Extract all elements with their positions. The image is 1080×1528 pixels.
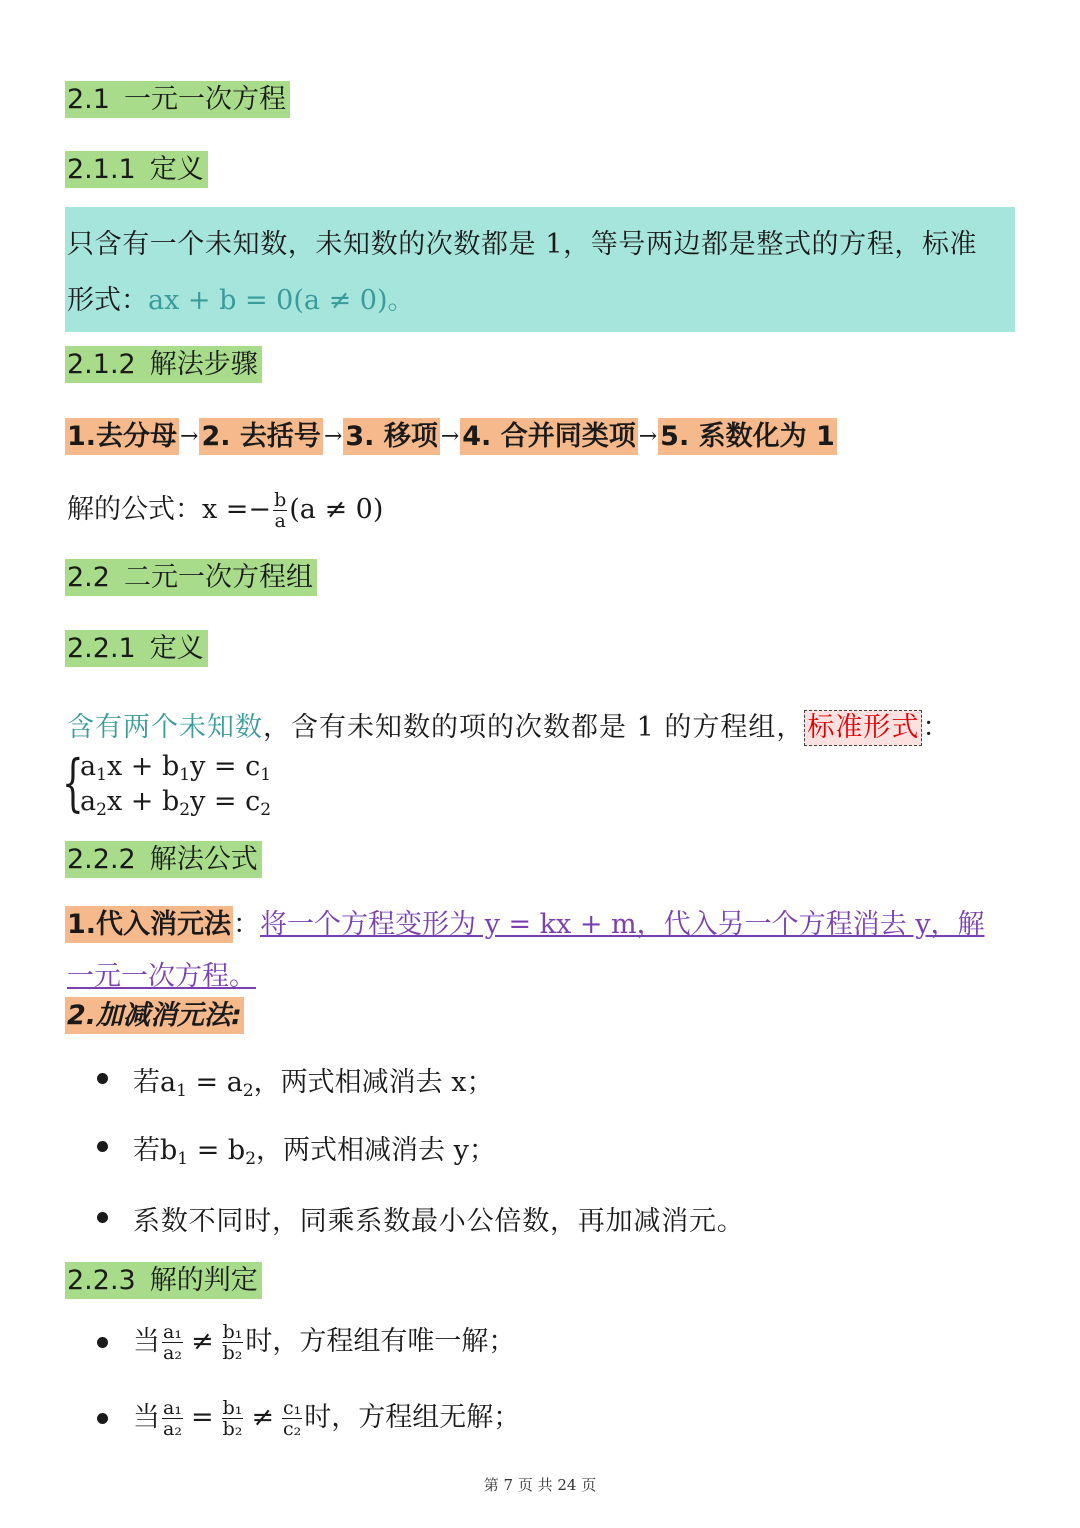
section-title: 二元一次方程组 xyxy=(123,562,313,593)
method-1-label: 1.代入消元法 xyxy=(65,906,233,943)
bullet-item-1 xyxy=(133,1060,493,1101)
step-1: 1.去分母 xyxy=(65,418,179,455)
eq-term: y = c xyxy=(190,751,261,782)
section-number: 2.2 xyxy=(67,562,110,593)
formula-prefix: 解的公式： xyxy=(67,494,202,525)
fraction-c1-over-c2 xyxy=(282,1398,302,1439)
eq-term: a xyxy=(80,751,97,782)
section-heading-2-2-3 xyxy=(65,1262,262,1299)
bullet-icon xyxy=(97,1413,108,1424)
bullet-icon xyxy=(97,1337,108,1348)
judge-text: 时，方程组无解； xyxy=(304,1402,521,1433)
fraction-denominator: a xyxy=(274,510,286,532)
solution-formula xyxy=(67,487,383,531)
bullet-item-3: 系数不同时，同乘系数最小公倍数，再加减消元。 xyxy=(133,1206,745,1237)
definition-line-2 xyxy=(67,278,415,317)
bullet-text: 若b xyxy=(133,1135,178,1166)
page-footer: 第 7 页 共 24 页 xyxy=(483,1476,597,1494)
definition-line-1: 只含有一个未知数，未知数的次数都是 1，等号两边都是整式的方程，标准 xyxy=(67,229,978,260)
bullet-text: = a xyxy=(186,1067,243,1098)
bullet-icon xyxy=(97,1073,108,1084)
section-title: 定义 xyxy=(149,633,204,664)
fraction-b-over-a xyxy=(273,490,287,531)
eq-term: y = c xyxy=(190,786,261,817)
fraction-b1-over-b2 xyxy=(222,1398,244,1439)
definition-2-line xyxy=(67,705,950,746)
definition-suffix: 。 xyxy=(387,285,415,316)
section-number: 2.1 xyxy=(67,84,110,115)
eq-subscript: 2 xyxy=(96,800,107,820)
fraction-denominator: c₂ xyxy=(282,1418,302,1440)
section-title: 解法步骤 xyxy=(149,349,258,380)
fraction-a1-over-a2 xyxy=(162,1322,183,1363)
section-heading-2-2 xyxy=(65,559,317,596)
bullet-text: = b xyxy=(188,1135,246,1166)
eq-subscript: 1 xyxy=(179,765,191,785)
operator: ≠ xyxy=(251,1402,274,1433)
eq-subscript: 2 xyxy=(260,800,272,820)
formula-lhs: x =− xyxy=(202,494,272,525)
definition-2-teal: 含有两个未知数 xyxy=(67,712,263,743)
fraction-numerator: a₁ xyxy=(163,1397,182,1419)
method-1-line-1 xyxy=(65,906,984,943)
eq-subscript: 1 xyxy=(260,765,272,785)
eq-term: x + b xyxy=(106,751,180,782)
equation-2 xyxy=(80,786,271,820)
arrow-icon: → xyxy=(638,424,658,449)
definition-2-colon: ： xyxy=(922,712,951,743)
fraction-numerator: c₁ xyxy=(282,1397,302,1419)
section-title: 定义 xyxy=(149,154,204,185)
bullet-text: ，两式相减消去 y； xyxy=(256,1135,496,1166)
judge-text: 当 xyxy=(133,1326,160,1357)
bullet-text: 若a xyxy=(133,1067,177,1098)
section-title: 一元一次方程 xyxy=(123,84,286,115)
bullet-text: ，两式相减消去 x； xyxy=(253,1067,494,1098)
step-5: 5. 系数化为 1 xyxy=(658,418,837,455)
judge-text: 时，方程组有唯一解； xyxy=(245,1326,516,1357)
step-4: 4. 合并同类项 xyxy=(460,418,637,455)
eq-subscript: 1 xyxy=(96,765,107,785)
fraction-denominator: b₂ xyxy=(222,1342,243,1364)
method-1-text[interactable]: 将一个方程变形为 y = kx + m，代入另一个方程消去 y，解 xyxy=(260,909,985,940)
bullet-icon xyxy=(97,1141,108,1152)
section-heading-2-1 xyxy=(65,81,290,118)
eq-subscript: 2 xyxy=(179,800,191,820)
judge-item-2 xyxy=(133,1395,520,1441)
method-2-line xyxy=(65,997,244,1034)
section-number: 2.2.2 xyxy=(67,844,136,875)
step-3: 3. 移项 xyxy=(343,418,439,455)
section-heading-2-2-1 xyxy=(65,630,208,667)
section-number: 2.1.1 xyxy=(67,154,136,185)
equation-brace: { xyxy=(62,746,84,819)
arrow-icon: → xyxy=(323,424,343,449)
fraction-numerator: b xyxy=(274,489,287,511)
operator: = xyxy=(190,1402,214,1433)
method-1-colon: ： xyxy=(233,909,261,940)
method-1-line-2[interactable]: 一元一次方程。 xyxy=(67,961,256,992)
section-title: 解法公式 xyxy=(149,844,258,875)
section-heading-2-1-1 xyxy=(65,151,208,188)
fraction-a1-over-a2 xyxy=(162,1398,183,1439)
section-heading-2-2-2 xyxy=(65,841,262,878)
fraction-denominator: a₂ xyxy=(163,1418,182,1440)
bullet-icon xyxy=(97,1212,108,1223)
fraction-denominator: a₂ xyxy=(163,1342,182,1364)
bullet-subscript: 1 xyxy=(176,1081,187,1101)
section-number: 2.1.2 xyxy=(67,349,136,380)
section-number: 2.2.1 xyxy=(67,633,136,664)
fraction-b1-over-b2 xyxy=(222,1322,244,1363)
bullet-subscript: 2 xyxy=(242,1081,254,1101)
section-heading-2-1-2 xyxy=(65,346,262,383)
formula-condition: (a ≠ 0) xyxy=(289,494,384,525)
method-2-label: 2.加减消元法: xyxy=(65,997,244,1034)
arrow-icon: → xyxy=(440,424,460,449)
bullet-item-2 xyxy=(133,1128,496,1169)
definition-2-middle: ，含有未知数的项的次数都是 1 的方程组， xyxy=(263,712,805,743)
bullet-subscript: 2 xyxy=(245,1149,257,1169)
standard-form-highlight: 标准形式 xyxy=(804,710,922,746)
eq-term: a xyxy=(80,786,97,817)
judge-item-1 xyxy=(133,1319,515,1365)
solution-steps xyxy=(65,418,837,455)
fraction-denominator: b₂ xyxy=(222,1418,243,1440)
bullet-subscript: 1 xyxy=(177,1149,189,1169)
operator: ≠ xyxy=(190,1326,214,1357)
fraction-numerator: b₁ xyxy=(222,1321,243,1343)
arrow-icon: → xyxy=(180,424,199,449)
section-number: 2.2.3 xyxy=(67,1265,136,1296)
equation-1 xyxy=(80,751,271,785)
definition-prefix: 形式： xyxy=(67,285,148,316)
fraction-numerator: b₁ xyxy=(222,1397,243,1419)
standard-form-formula: ax + b = 0(a ≠ 0) xyxy=(148,285,388,316)
fraction-numerator: a₁ xyxy=(163,1321,182,1343)
section-title: 解的判定 xyxy=(149,1265,258,1296)
eq-term: x + b xyxy=(106,786,180,817)
judge-text: 当 xyxy=(133,1402,160,1433)
step-2: 2. 去括号 xyxy=(199,418,322,455)
